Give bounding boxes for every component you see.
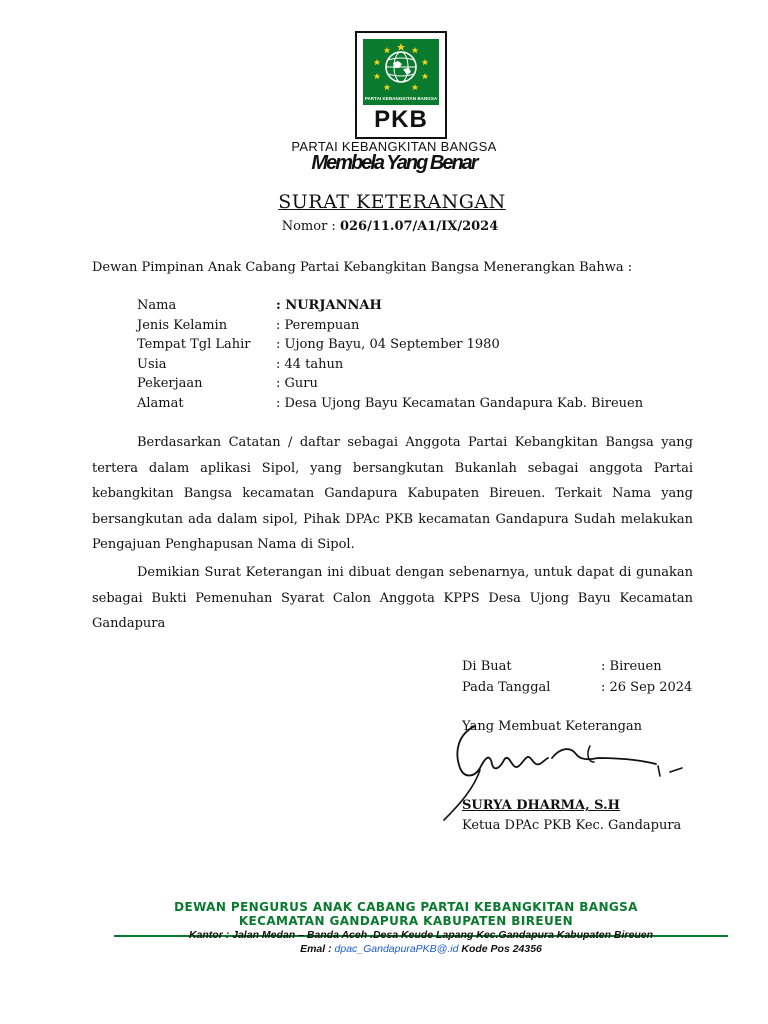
party-name: PARTAI KEBANGKITAN BANGSA xyxy=(291,139,497,154)
postal-code: Kode Pos 24356 xyxy=(458,943,542,955)
globe-stars-icon xyxy=(363,39,439,105)
field-row xyxy=(137,376,643,396)
field-row xyxy=(137,337,643,357)
field-value: : Desa Ujong Bayu Kecamatan Gandapura Kab. Bireuen xyxy=(276,395,644,411)
field-row xyxy=(137,318,643,338)
party-logo xyxy=(355,31,447,139)
field-value: : Perempuan xyxy=(276,317,360,333)
maker-label: Yang Membuat Keterangan xyxy=(462,719,643,734)
logo-text: PKB xyxy=(374,106,428,133)
number-value: 026/11.07/A1/IX/2024 xyxy=(339,219,499,234)
footer-org-line: DEWAN PENGURUS ANAK CABANG PARTAI KEBANGKITAN BANGSA xyxy=(174,900,638,914)
document-title: SURAT KETERANGAN xyxy=(278,191,506,213)
field-label: Pekerjaan xyxy=(137,376,203,392)
logo-emblem xyxy=(363,39,439,105)
footer-address: Kantor : Jalan Medan – Banda Aceh .Desa Keude Lapang Kec.Gandapura Kabupaten Bireuen xyxy=(188,929,654,941)
place-value: : Bireuen xyxy=(601,659,662,674)
email-label: Emal : xyxy=(300,943,335,955)
field-label: Tempat Tgl Lahir xyxy=(137,337,251,353)
field-value: : Guru xyxy=(276,376,318,392)
place-label: Di Buat xyxy=(462,659,512,674)
footer-contact xyxy=(0,943,768,955)
field-label: Nama xyxy=(137,298,177,313)
field-label: Jenis Kelamin xyxy=(137,317,228,333)
signer-name: SURYA DHARMA, S.H xyxy=(462,798,620,813)
body-paragraph-1: Berdasarkan Catatan / daftar sebagai Anggota Partai Kebangkitan Bangsa yang tertera dalam aplikasi Sipol, yang bersangkutan Bukanlah sebagai anggota Partai kebangkitan Bangsa kecamatan Gandapura Kabupaten Bireuen. Terkait Nama yang bersangkutan ada dalam sipol, Pihak DPAc PKB kecamatan Gandapura Sudah melakukan Pengajuan Penghapusan Nama di Sipol. xyxy=(92,435,693,552)
party-motto: Membela Yang Benar xyxy=(311,152,477,174)
logo-inner-text: PARTAI KEBANGKITAN BANGSA xyxy=(364,96,438,101)
intro-text: Dewan Pimpinan Anak Cabang Partai Kebangkitan Bangsa Menerangkan Bahwa : xyxy=(92,260,633,275)
date-value: : 26 Sep 2024 xyxy=(601,680,693,695)
identity-fields xyxy=(137,298,643,416)
number-label: Nomor : xyxy=(281,219,340,234)
body-paragraph-2: Demikian Surat Keterangan ini dibuat dengan sebenarnya, untuk dapat di gunakan sebagai Bukti Pemenuhan Syarat Calon Anggota KPPS Desa Ujong Bayu Kecamatan Gandapura xyxy=(92,565,693,631)
signer-title: Ketua DPAc PKB Kec. Gandapura xyxy=(462,818,682,833)
field-label: Usia xyxy=(137,356,167,372)
field-row xyxy=(137,357,643,377)
date-label: Pada Tanggal xyxy=(462,680,551,695)
field-label: Alamat xyxy=(137,395,184,411)
field-value: : NURJANNAH xyxy=(276,298,382,313)
field-value: : Ujong Bayu, 04 September 1980 xyxy=(276,337,500,353)
field-value: : 44 tahun xyxy=(276,356,344,372)
field-row xyxy=(137,298,643,318)
document-number xyxy=(0,219,768,234)
field-row xyxy=(137,396,643,416)
footer-region-line: KECAMATAN GANDAPURA KABUPATEN BIREUEN xyxy=(238,914,574,928)
email-link[interactable]: dpac_GandapuraPKB@.id xyxy=(334,943,459,955)
